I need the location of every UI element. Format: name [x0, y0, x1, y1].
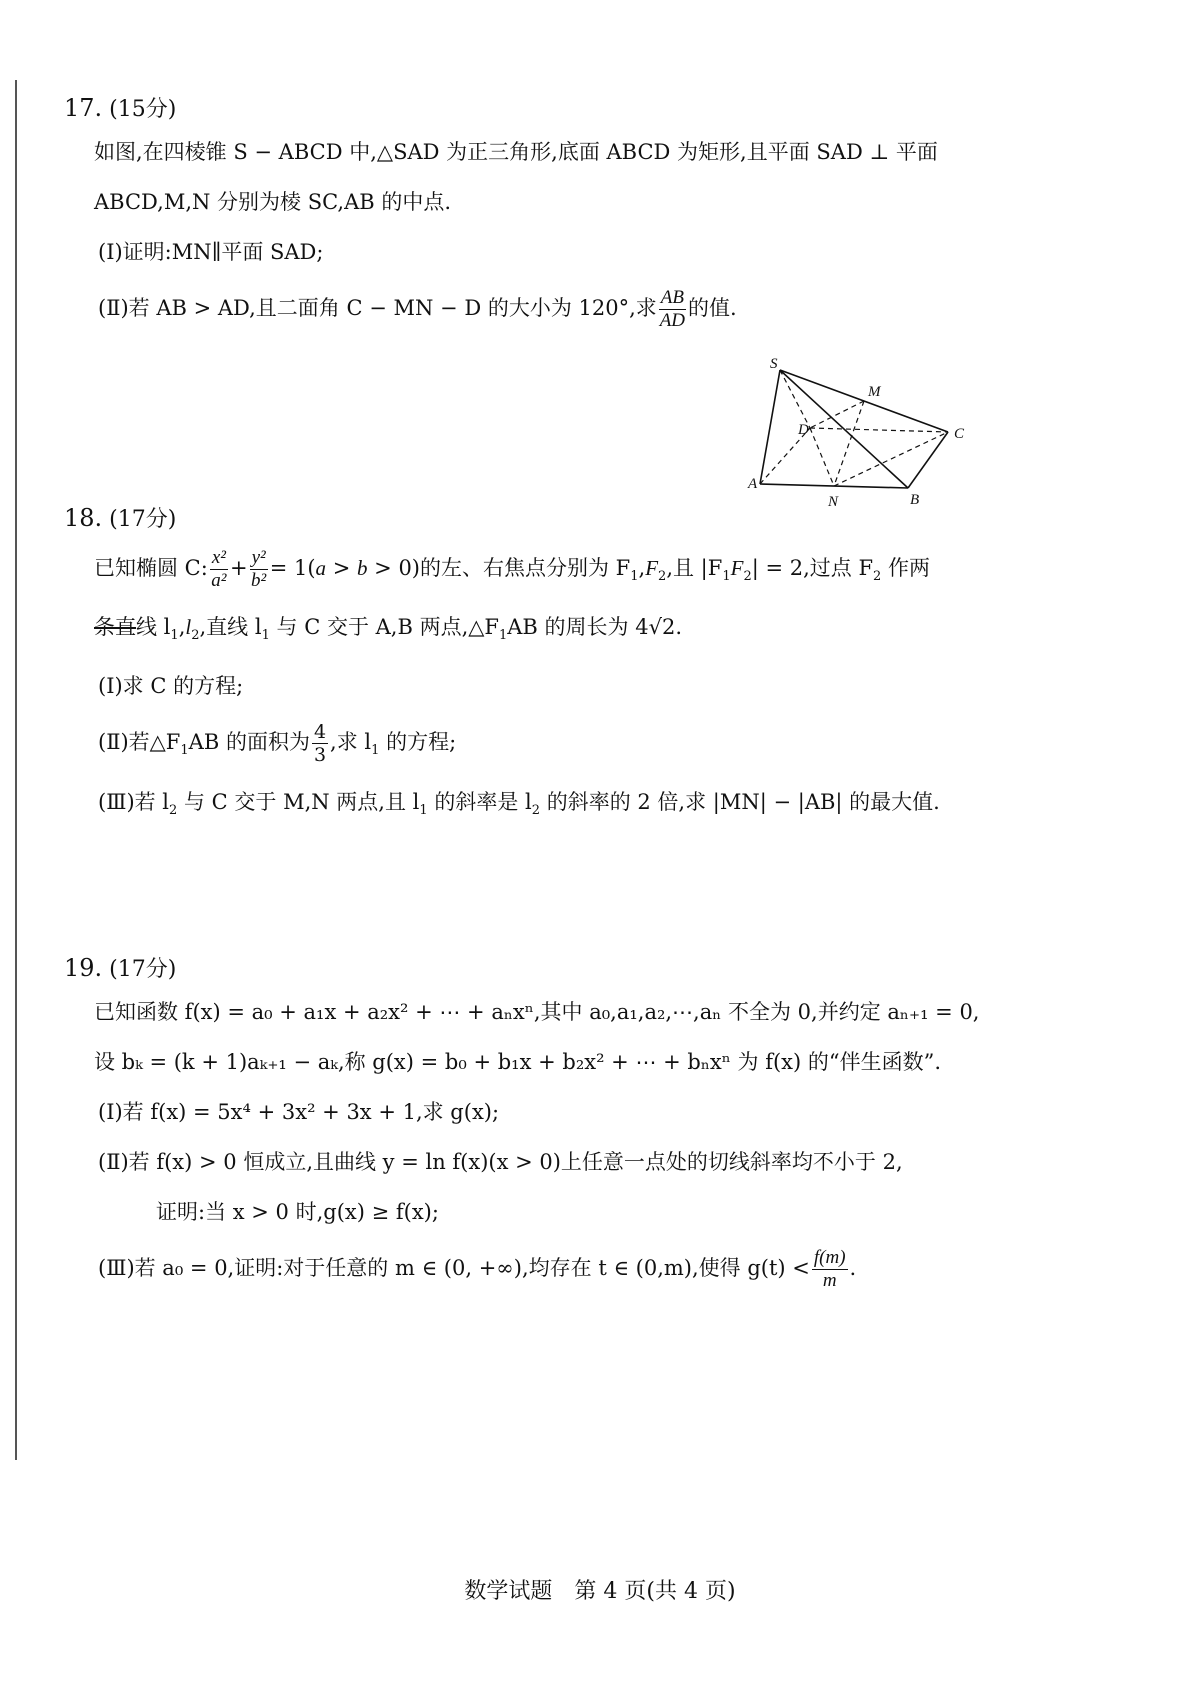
label-D: D: [798, 422, 809, 438]
text: AB 的周长为 4√2.: [507, 615, 682, 640]
q17-stem-line-2: ABCD,M,N 分别为棱 SC,AB 的中点.: [94, 190, 452, 214]
text: 与 C 交于 M,N 两点,且 l: [177, 789, 420, 814]
text: (Ⅱ)若△F: [98, 730, 181, 755]
q19-part-2-proof: 证明:当 x > 0 时,g(x) ≥ f(x);: [156, 1200, 439, 1224]
text: | = 2,过点 F: [751, 556, 874, 580]
q17-part-1: (Ⅰ)证明:MN∥平面 SAD;: [98, 240, 324, 264]
text: AB 的面积为: [188, 730, 310, 755]
q19-part-1: (Ⅰ)若 f(x) = 5x⁴ + 3x² + 3x + 1,求 g(x);: [98, 1100, 500, 1124]
q18-part-3: (Ⅲ)若 $l_2$ 与 C 交于 M,N 两点,且 $l_1$ 的斜率是 $l_2$ 的斜率的 2 倍,求 |MN| − |AB| 的最大值.: [98, 789, 940, 818]
q19-stem-line-1: 已知函数 f(x) = a₀ + a₁x + a₂x² + ⋯ + aₙxⁿ,其中 a₀,a₁,a₂,⋯,aₙ 不全为 0,并约定 aₙ₊₁ = 0,: [94, 1000, 980, 1024]
question-points: (15分): [109, 97, 177, 122]
question-17-header: [64, 92, 1064, 123]
q17-part-2: [98, 287, 1064, 332]
struck-text: 条直: [94, 615, 136, 640]
segment-NC: [834, 432, 948, 486]
text: (Ⅲ)若 l: [98, 789, 170, 814]
text: ,求 l: [330, 730, 372, 755]
label-A: A: [748, 476, 758, 492]
question-17: [64, 92, 1064, 352]
question-19: [64, 952, 1064, 1312]
label-B: B: [910, 492, 920, 508]
text: .: [849, 1256, 857, 1280]
label-S: S: [770, 356, 778, 372]
fraction-denominator: m: [822, 1270, 837, 1291]
q17-part-2-tail: 的值.: [687, 296, 737, 320]
question-number: 18.: [64, 504, 103, 532]
question-points: (17分): [109, 507, 177, 532]
ellipse-y-term: $\frac{\text{y²}}{\text{b²}}$: [251, 547, 267, 591]
text: 的斜率的 2 倍,求 |MN| − |AB| 的最大值.: [540, 789, 940, 814]
ellipse-x-term: $\frac{\text{x²}}{\text{a²}}$: [211, 547, 227, 591]
q17-stem-line-1: 如图,在四棱锥 S − ABCD 中,△SAD 为正三角形,底面 ABCD 为矩形,且平面 SAD ⊥ 平面: [94, 140, 938, 164]
label-N: N: [828, 494, 839, 510]
q18-part-1: (Ⅰ)求 C 的方程;: [98, 674, 244, 699]
q19-fraction: [812, 1247, 848, 1292]
area-fraction: [312, 721, 328, 766]
edge-BC: [908, 432, 948, 488]
fraction-numerator: f(m): [813, 1247, 846, 1268]
question-18: [64, 502, 1064, 846]
question-number: 17.: [64, 94, 103, 122]
label-C: C: [954, 426, 965, 442]
q18-part-2: (Ⅱ)若$\triangle F_1AB$ 的面积为 $\frac{4}{3}$ ,求 $l_1$ 的方程;: [98, 721, 457, 767]
text: 的方程;: [379, 730, 457, 755]
fraction-numerator: 4: [313, 721, 327, 744]
q17-ratio-fraction: [659, 287, 686, 332]
segment-DN: [810, 428, 834, 486]
fraction-denominator: AD: [659, 310, 686, 331]
q19-stem-line-2: 设 bₖ = (k + 1)aₖ₊₁ − aₖ,称 g(x) = b₀ + b₁x + b₂x² + ⋯ + bₙxⁿ 为 f(x) 的“伴生函数”.: [94, 1050, 942, 1074]
text: 已知椭圆 C:: [94, 556, 208, 580]
page-footer: 数学试题 第 4 页(共 4 页): [464, 1579, 736, 1604]
text: (Ⅲ)若 a₀ = 0,证明:对于任意的 m ∈ (0, +∞),均存在 t ∈ (0,m),使得 g(t) <: [98, 1256, 810, 1280]
label-M: M: [868, 384, 881, 400]
q18-stem-line-2: 条直线 $l_1,l_2$,直线 $l_1$ 与 C 交于 A,B 两点$,\triangle F_1AB$ 的周长为 4√2.: [94, 615, 682, 644]
q19-part-2: (Ⅱ)若 f(x) > 0 恒成立,且曲线 y = ln f(x)(x > 0)上任意一点处的切线斜率均不小于 2,: [98, 1150, 903, 1174]
question-points: (17分): [109, 957, 177, 982]
q17-part-2-text: (Ⅱ)若 AB > AD,且二面角 C − MN − D 的大小为 120°,求: [98, 296, 657, 320]
left-margin-rule: [15, 80, 17, 1460]
question-19-header: [64, 952, 1064, 983]
q19-part-3: [98, 1247, 1064, 1292]
edge-SA: [760, 370, 780, 484]
text: ,直线 l: [199, 615, 262, 640]
text: 与 C 交于 A,B 两点,△F: [269, 615, 499, 640]
q18-stem-line-1: 已知椭圆 C: $\frac{\text{x²}}{\text{a²}}$ + $\frac{\text{y²}}{\text{b²}}$ = 1(a > b > 0)的左、右焦点分别为 $F_1,F_2$,且 $|F_1F_2| = 2$,过点 $F_2$ 作两: [94, 547, 930, 591]
question-18-header: [64, 502, 1064, 533]
text: 线 l: [136, 615, 171, 640]
text: 的斜率是 l: [427, 789, 532, 814]
pyramid-figure: [748, 356, 1030, 520]
question-number: 19.: [64, 954, 103, 982]
fraction-denominator: 3: [313, 744, 327, 767]
text: 作两: [881, 556, 930, 580]
text: ,且 |F: [666, 556, 723, 580]
text: 的左、右焦点分别为 F: [420, 556, 631, 580]
edge-DC: [810, 428, 948, 432]
fraction-numerator: AB: [660, 287, 684, 308]
